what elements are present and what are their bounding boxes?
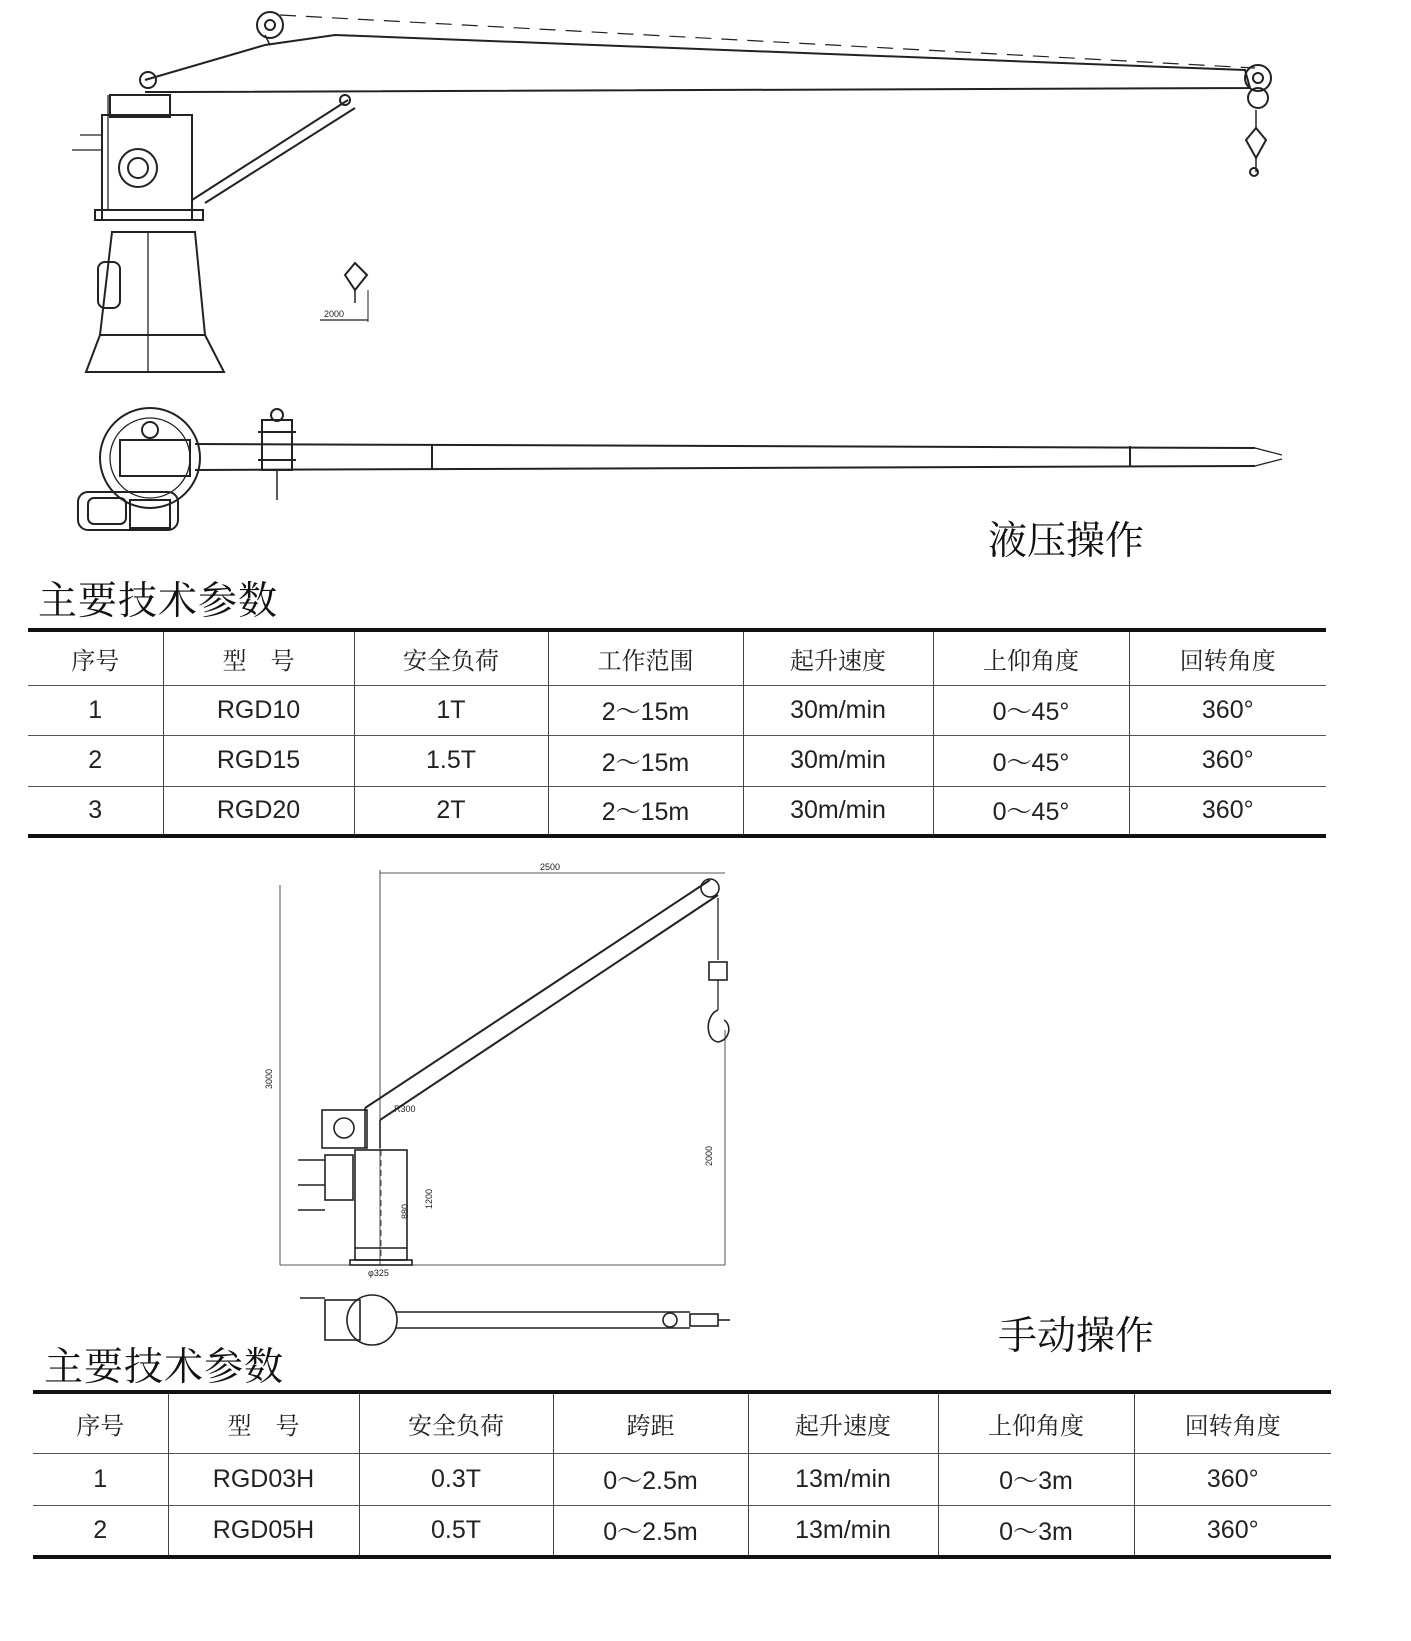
table-cell: 360° <box>1134 1505 1331 1557</box>
column-header: 上仰角度 <box>938 1392 1134 1453</box>
table-row <box>28 735 1326 786</box>
table-cell: 0～45° <box>933 735 1129 786</box>
table-cell: RGD10 <box>163 685 354 735</box>
table-cell: 360° <box>1129 786 1326 836</box>
manual-dimension-height: 3000 <box>264 1068 274 1089</box>
manual-dimension-h1: 1200 <box>424 1188 434 1209</box>
manual-crane-drawing <box>0 855 1411 1355</box>
table-cell: 0～45° <box>933 786 1129 836</box>
hydraulic-crane-side-view <box>72 12 1271 372</box>
manual-dimension-base: φ325 <box>368 1268 389 1278</box>
manual-crane-plan-view <box>300 1295 730 1345</box>
table-row <box>33 1453 1331 1505</box>
table-cell: 360° <box>1129 685 1326 735</box>
table-cell: RGD15 <box>163 735 354 786</box>
table-cell: 0～2.5m <box>553 1505 748 1557</box>
table-cell: 30m/min <box>743 735 933 786</box>
column-header: 安全负荷 <box>354 630 548 685</box>
table-cell: 2T <box>354 786 548 836</box>
column-header: 起升速度 <box>743 630 933 685</box>
table-cell: 3 <box>28 786 163 836</box>
table-header-row <box>33 1392 1331 1453</box>
table-cell: 360° <box>1129 735 1326 786</box>
table-cell: RGD03H <box>168 1453 359 1505</box>
table-cell: 30m/min <box>743 685 933 735</box>
table-cell: 30m/min <box>743 786 933 836</box>
column-header: 回转角度 <box>1134 1392 1331 1453</box>
hydraulic-crane-drawing <box>0 0 1411 560</box>
table-cell: 1.5T <box>354 735 548 786</box>
table-cell: 2～15m <box>548 685 743 735</box>
table-cell: 2 <box>28 735 163 786</box>
table-cell: 1 <box>33 1453 168 1505</box>
table-row <box>28 786 1326 836</box>
table-cell: 360° <box>1134 1453 1331 1505</box>
column-header: 回转角度 <box>1129 630 1326 685</box>
hydraulic-operation-label: 液压操作 <box>988 519 1145 564</box>
manual-dimension-span: 2500 <box>540 862 561 872</box>
manual-operation-label: 手动操作 <box>998 1314 1155 1359</box>
column-header: 工作范围 <box>548 630 743 685</box>
table-cell: 0～2.5m <box>553 1453 748 1505</box>
column-header: 跨距 <box>553 1392 748 1453</box>
column-header: 安全负荷 <box>359 1392 553 1453</box>
table-cell: 0～3m <box>938 1505 1134 1557</box>
hydraulic-spec-table <box>28 628 1326 838</box>
table-cell: RGD20 <box>163 786 354 836</box>
manual-section-title: 主要技术参数 <box>44 1345 285 1390</box>
manual-dimension-hook-height: 2000 <box>704 1145 714 1166</box>
table-cell: 1T <box>354 685 548 735</box>
table-cell: 0.5T <box>359 1505 553 1557</box>
column-header: 序号 <box>71 646 120 675</box>
table-cell: RGD05H <box>168 1505 359 1557</box>
table-cell: 1 <box>28 685 163 735</box>
table-cell: 0～3m <box>938 1453 1134 1505</box>
column-header: 序号 <box>76 1411 125 1440</box>
table-cell: 13m/min <box>748 1505 938 1557</box>
table-row <box>28 685 1326 735</box>
table-cell: 2～15m <box>548 786 743 836</box>
table-cell: 2 <box>33 1505 168 1557</box>
column-header: 型 号 <box>168 1392 359 1453</box>
table-row <box>33 1505 1331 1557</box>
table-cell: 2～15m <box>548 735 743 786</box>
column-header: 起升速度 <box>748 1392 938 1453</box>
table-header-row <box>28 630 1326 685</box>
manual-dimension-radius: R300 <box>394 1104 416 1114</box>
table-cell: 13m/min <box>748 1453 938 1505</box>
hydraulic-section-title: 主要技术参数 <box>38 579 279 624</box>
table-cell: 0.3T <box>359 1453 553 1505</box>
column-header: 上仰角度 <box>933 630 1129 685</box>
hydraulic-dimension-2000: 2000 <box>324 309 345 319</box>
manual-crane-side-view <box>264 862 729 1278</box>
manual-spec-table <box>33 1390 1331 1559</box>
table-cell: 0～45° <box>933 685 1129 735</box>
column-header: 型 号 <box>163 630 354 685</box>
manual-dimension-h2: 880 <box>400 1203 410 1219</box>
